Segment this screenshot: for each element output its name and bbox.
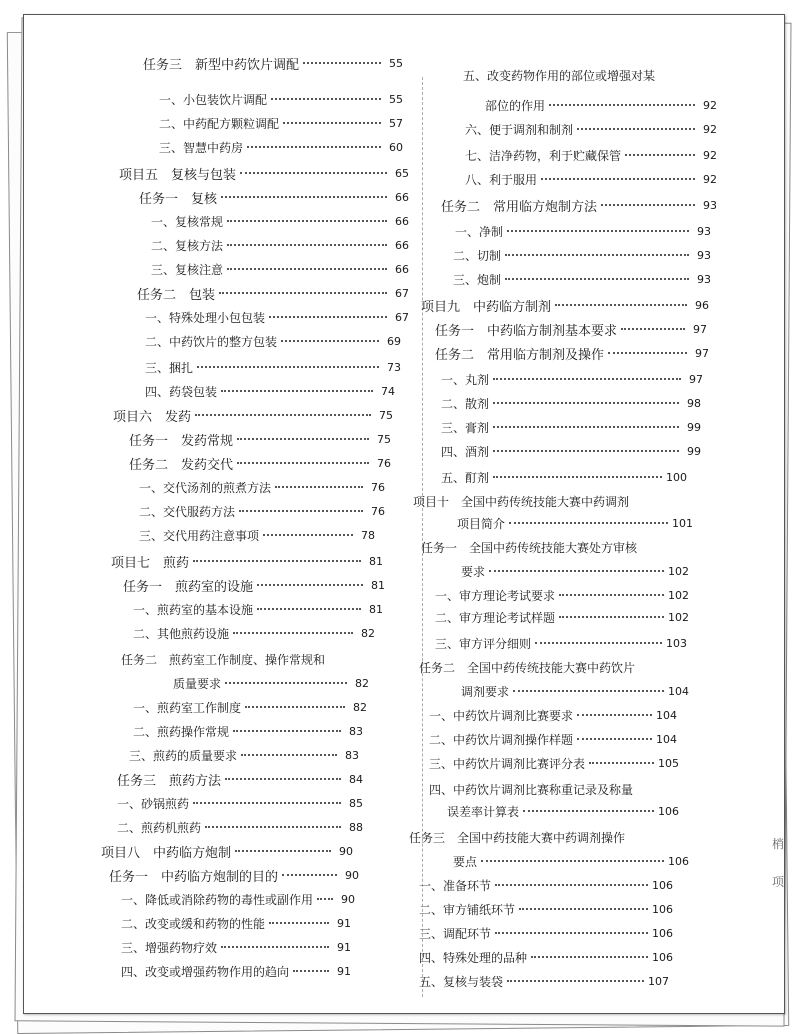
toc-entry-page: 66 bbox=[395, 190, 409, 204]
dot-leader bbox=[241, 754, 337, 756]
toc-entry bbox=[133, 599, 383, 619]
toc-entry-title: 二、审方理论考试样题 bbox=[435, 610, 556, 625]
toc-entry-title: 要求 bbox=[461, 564, 486, 579]
toc-entry-title: 五、改变药物作用的部位或增强对某 bbox=[463, 68, 656, 83]
toc-entry-title: 五、复核与装袋 bbox=[419, 974, 504, 989]
dot-leader bbox=[221, 196, 387, 198]
toc-entry-title: 任务一 复核 bbox=[139, 191, 218, 207]
dot-leader bbox=[549, 104, 695, 106]
dot-leader bbox=[505, 278, 689, 280]
toc-entry bbox=[429, 705, 677, 725]
dot-leader bbox=[197, 366, 379, 368]
toc-entry-page: 84 bbox=[349, 772, 363, 786]
toc-entry bbox=[465, 119, 717, 139]
toc-entry-title: 三、调配环节 bbox=[419, 926, 492, 941]
toc-entry bbox=[435, 585, 689, 605]
dot-leader bbox=[608, 352, 687, 354]
toc-entry-page: 101 bbox=[672, 516, 693, 530]
toc-entry-title: 三、增强药物疗效 bbox=[121, 940, 218, 955]
dot-leader bbox=[237, 438, 369, 440]
toc-entry-page: 105 bbox=[658, 756, 679, 770]
toc-entry-page: 76 bbox=[371, 480, 385, 494]
dot-leader bbox=[240, 172, 387, 174]
toc-entry-page: 106 bbox=[652, 926, 673, 940]
dot-leader bbox=[233, 632, 353, 634]
toc-entry bbox=[421, 537, 637, 557]
toc-entry bbox=[453, 269, 711, 289]
dot-leader bbox=[271, 98, 381, 100]
toc-entry-title: 二、复核方法 bbox=[151, 238, 224, 253]
toc-entry-title: 二、煎药机煎药 bbox=[117, 820, 202, 835]
toc-entry-page: 99 bbox=[687, 444, 701, 458]
toc-entry-page: 76 bbox=[377, 456, 391, 470]
dot-leader bbox=[625, 154, 695, 156]
toc-entry-page: 90 bbox=[339, 844, 353, 858]
toc-entry bbox=[139, 525, 375, 545]
dot-leader bbox=[193, 802, 341, 804]
toc-entry-title: 一、煎药室的基本设施 bbox=[133, 602, 254, 617]
toc-entry-page: 76 bbox=[371, 504, 385, 518]
toc-entry bbox=[129, 453, 391, 473]
toc-entry-page: 102 bbox=[668, 564, 689, 578]
dot-leader bbox=[509, 522, 668, 524]
toc-entry-page: 104 bbox=[656, 732, 677, 746]
toc-entry-page: 90 bbox=[341, 892, 355, 906]
dot-leader bbox=[519, 908, 648, 910]
toc-entry bbox=[139, 477, 385, 497]
toc-entry bbox=[441, 195, 717, 215]
toc-entry-page: 103 bbox=[666, 636, 687, 650]
toc-entry-title: 四、改变或增强药物作用的趋向 bbox=[121, 964, 290, 979]
toc-entry-title: 质量要求 bbox=[173, 676, 222, 691]
toc-entry-title: 七、洁净药物，利于贮藏保管 bbox=[465, 148, 622, 163]
toc-entry-title: 一、降低或消除药物的毒性或副作用 bbox=[121, 892, 314, 907]
toc-entry-title: 三、中药饮片调剂比赛评分表 bbox=[429, 756, 586, 771]
dot-leader bbox=[559, 616, 664, 618]
dot-leader bbox=[257, 584, 363, 586]
dot-leader bbox=[577, 738, 652, 740]
toc-entry-title: 任务一 中药临方制剂基本要求 bbox=[435, 323, 618, 339]
toc-entry-title: 二、审方铺纸环节 bbox=[419, 902, 516, 917]
toc-entry bbox=[441, 393, 701, 413]
toc-entry bbox=[455, 221, 711, 241]
toc-entry bbox=[419, 971, 669, 991]
toc-entry-page: 96 bbox=[695, 298, 709, 312]
toc-entry-page: 75 bbox=[377, 432, 391, 446]
toc-entry-title: 二、煎药操作常规 bbox=[133, 724, 230, 739]
toc-entry-title: 一、中药饮片调剂比赛要求 bbox=[429, 708, 574, 723]
dot-leader bbox=[263, 534, 353, 536]
toc-entry-page: 74 bbox=[381, 384, 395, 398]
toc-entry-title: 一、交代汤剂的煎煮方法 bbox=[139, 480, 272, 495]
toc-entry-page: 82 bbox=[353, 700, 367, 714]
toc-entry bbox=[419, 657, 635, 677]
toc-entry bbox=[457, 513, 693, 533]
toc-entry bbox=[113, 405, 393, 425]
toc-entry bbox=[461, 681, 689, 701]
toc-entry-title: 二、改变或缓和药物的性能 bbox=[121, 916, 266, 931]
toc-entry-page: 91 bbox=[337, 916, 351, 930]
toc-entry-page: 106 bbox=[652, 950, 673, 964]
toc-entry bbox=[441, 441, 701, 461]
toc-entry-page: 83 bbox=[345, 748, 359, 762]
toc-entry bbox=[419, 947, 673, 967]
toc-entry bbox=[435, 343, 709, 363]
toc-entry bbox=[159, 89, 403, 109]
toc-entry-page: 93 bbox=[697, 248, 711, 262]
toc-entry bbox=[145, 357, 401, 377]
toc-entry-page: 107 bbox=[648, 974, 669, 988]
dot-leader bbox=[523, 810, 654, 812]
dot-leader bbox=[281, 340, 379, 342]
toc-entry-title: 任务一 煎药室的设施 bbox=[123, 579, 254, 595]
dot-leader bbox=[555, 304, 687, 306]
toc-entry-title: 一、审方理论考试要求 bbox=[435, 588, 556, 603]
toc-entry bbox=[139, 501, 385, 521]
toc-entry-page: 57 bbox=[389, 116, 403, 130]
edge-mark: 梢 bbox=[772, 837, 785, 851]
dot-leader bbox=[535, 642, 662, 644]
toc-entry-page: 92 bbox=[703, 148, 717, 162]
toc-entry-title: 任务三 新型中药饮片调配 bbox=[143, 57, 300, 73]
toc-entry-page: 106 bbox=[652, 902, 673, 916]
toc-entry-title: 项目十 全国中药传统技能大赛中药调剂 bbox=[413, 494, 630, 509]
toc-entry-title: 任务一 全国中药传统技能大赛处方审核 bbox=[421, 540, 638, 555]
dot-leader bbox=[317, 898, 333, 900]
toc-entry bbox=[159, 137, 403, 157]
toc-entry-title: 三、煎药的质量要求 bbox=[129, 748, 238, 763]
toc-entry bbox=[173, 673, 369, 693]
toc-entry bbox=[121, 937, 351, 957]
dot-leader bbox=[507, 980, 644, 982]
dot-leader bbox=[541, 178, 695, 180]
toc-entry-page: 93 bbox=[703, 198, 717, 212]
toc-entry-page: 93 bbox=[697, 272, 711, 286]
toc-entry-title: 任务一 发药常规 bbox=[129, 433, 234, 449]
toc-entry-title: 项目七 煎药 bbox=[111, 555, 190, 571]
toc-entry-title: 项目九 中药临方制剂 bbox=[421, 299, 552, 315]
toc-entry bbox=[435, 607, 689, 627]
toc-entry-title: 八、利于服用 bbox=[465, 172, 538, 187]
dot-leader bbox=[577, 128, 695, 130]
toc-entry-page: 104 bbox=[656, 708, 677, 722]
toc-entry-title: 三、智慧中药房 bbox=[159, 140, 244, 155]
dot-leader bbox=[495, 884, 648, 886]
toc-entry-title: 四、特殊处理的品种 bbox=[419, 950, 528, 965]
dot-leader bbox=[247, 146, 381, 148]
dot-leader bbox=[219, 292, 387, 294]
dot-leader bbox=[303, 62, 381, 64]
dot-leader bbox=[481, 860, 664, 862]
toc-entry bbox=[419, 899, 673, 919]
toc-entry-page: 73 bbox=[387, 360, 401, 374]
toc-entry bbox=[435, 633, 687, 653]
toc-entry bbox=[453, 245, 711, 265]
toc-entry-page: 91 bbox=[337, 940, 351, 954]
dot-leader bbox=[221, 946, 329, 948]
toc-entry bbox=[145, 381, 395, 401]
dot-leader bbox=[269, 316, 387, 318]
dot-leader bbox=[505, 254, 689, 256]
toc-entry bbox=[465, 169, 717, 189]
toc-entry-page: 82 bbox=[361, 626, 375, 640]
dot-leader bbox=[195, 414, 371, 416]
toc-entry bbox=[101, 841, 353, 861]
toc-entry bbox=[109, 865, 359, 885]
toc-entry-title: 项目六 发药 bbox=[113, 409, 192, 425]
dot-leader bbox=[493, 476, 662, 478]
toc-entry bbox=[485, 95, 717, 115]
toc-entry bbox=[129, 429, 391, 449]
toc-entry bbox=[413, 491, 629, 511]
toc-entry-page: 83 bbox=[349, 724, 363, 738]
toc-entry-title: 四、药袋包装 bbox=[145, 384, 218, 399]
dot-leader bbox=[227, 268, 387, 270]
toc-entry-page: 55 bbox=[389, 56, 403, 70]
toc-entry bbox=[441, 369, 703, 389]
dot-leader bbox=[233, 730, 341, 732]
dot-leader bbox=[225, 778, 341, 780]
toc-page bbox=[23, 14, 785, 1014]
dot-leader bbox=[495, 932, 648, 934]
toc-entry-page: 81 bbox=[369, 554, 383, 568]
toc-entry-page: 81 bbox=[369, 602, 383, 616]
toc-entry-title: 二、中药饮片调剂操作样题 bbox=[429, 732, 574, 747]
toc-entry bbox=[117, 817, 363, 837]
toc-entry-page: 66 bbox=[395, 262, 409, 276]
toc-entry bbox=[441, 467, 687, 487]
toc-entry bbox=[419, 923, 673, 943]
dot-leader bbox=[193, 560, 361, 562]
toc-entry-page: 81 bbox=[371, 578, 385, 592]
toc-entry-title: 项目简介 bbox=[457, 516, 506, 531]
toc-entry bbox=[429, 729, 677, 749]
toc-entry-page: 99 bbox=[687, 420, 701, 434]
toc-entry bbox=[129, 745, 359, 765]
toc-entry bbox=[151, 259, 409, 279]
toc-entry-title: 任务三 煎药方法 bbox=[117, 773, 222, 789]
toc-entry-page: 88 bbox=[349, 820, 363, 834]
toc-entry-title: 任务二 发药交代 bbox=[129, 457, 234, 473]
dot-leader bbox=[513, 690, 664, 692]
toc-entry-title: 二、交代服药方法 bbox=[139, 504, 236, 519]
toc-entry-page: 91 bbox=[337, 964, 351, 978]
toc-entry bbox=[461, 561, 689, 581]
toc-entry bbox=[143, 53, 403, 73]
toc-entry-title: 项目五 复核与包装 bbox=[119, 167, 237, 183]
toc-entry-title: 二、散剂 bbox=[441, 396, 490, 411]
toc-entry-title: 四、酒剂 bbox=[441, 444, 490, 459]
toc-entry bbox=[137, 283, 409, 303]
toc-entry bbox=[117, 769, 363, 789]
toc-entry-page: 82 bbox=[355, 676, 369, 690]
toc-entry-page: 65 bbox=[395, 166, 409, 180]
toc-entry-title: 一、煎药室工作制度 bbox=[133, 700, 242, 715]
toc-entry-page: 78 bbox=[361, 528, 375, 542]
dot-leader bbox=[493, 426, 679, 428]
dot-leader bbox=[507, 230, 689, 232]
toc-entry-title: 一、净制 bbox=[455, 224, 504, 239]
toc-entry-title: 三、交代用药注意事项 bbox=[139, 528, 260, 543]
toc-entry-page: 100 bbox=[666, 470, 687, 484]
toc-entry-page: 97 bbox=[695, 346, 709, 360]
toc-entry-page: 85 bbox=[349, 796, 363, 810]
toc-entry bbox=[121, 913, 351, 933]
toc-entry-title: 一、特殊处理小包包装 bbox=[145, 310, 266, 325]
dot-leader bbox=[275, 486, 363, 488]
dot-leader bbox=[257, 608, 361, 610]
toc-entry bbox=[429, 753, 679, 773]
dot-leader bbox=[589, 762, 654, 764]
toc-entry bbox=[121, 649, 325, 669]
toc-entry-title: 部位的作用 bbox=[485, 98, 546, 113]
toc-entry-page: 92 bbox=[703, 172, 717, 186]
dot-leader bbox=[577, 714, 652, 716]
toc-entry-title: 项目八 中药临方炮制 bbox=[101, 845, 232, 861]
toc-entry bbox=[139, 187, 409, 207]
toc-entry bbox=[121, 889, 355, 909]
toc-entry-page: 92 bbox=[703, 122, 717, 136]
toc-entry-title: 三、膏剂 bbox=[441, 420, 490, 435]
dot-leader bbox=[235, 850, 331, 852]
dot-leader bbox=[293, 970, 329, 972]
toc-entry-title: 任务二 常用临方炮制方法 bbox=[441, 199, 598, 215]
toc-entry-title: 一、小包装饮片调配 bbox=[159, 92, 268, 107]
toc-entry-page: 69 bbox=[387, 334, 401, 348]
toc-entry-page: 67 bbox=[395, 286, 409, 300]
dot-leader bbox=[601, 204, 695, 206]
toc-entry-page: 102 bbox=[668, 610, 689, 624]
dot-leader bbox=[245, 706, 345, 708]
toc-entry bbox=[133, 623, 375, 643]
dot-leader bbox=[493, 402, 679, 404]
toc-entry-title: 任务二 煎药室工作制度、操作常规和 bbox=[121, 652, 326, 667]
toc-entry bbox=[447, 801, 679, 821]
dot-leader bbox=[239, 510, 363, 512]
toc-entry-page: 75 bbox=[379, 408, 393, 422]
toc-entry-page: 104 bbox=[668, 684, 689, 698]
toc-entry bbox=[151, 235, 409, 255]
toc-entry bbox=[145, 307, 409, 327]
toc-entry-page: 60 bbox=[389, 140, 403, 154]
toc-entry-title: 五、酊剂 bbox=[441, 470, 490, 485]
dot-leader bbox=[227, 244, 387, 246]
toc-entry-title: 任务三 全国中药技能大赛中药调剂操作 bbox=[409, 830, 626, 845]
toc-entry bbox=[419, 875, 673, 895]
dot-leader bbox=[621, 328, 685, 330]
toc-entry bbox=[133, 697, 367, 717]
toc-entry-title: 一、复核常规 bbox=[151, 214, 224, 229]
toc-entry-title: 任务二 全国中药传统技能大赛中药饮片 bbox=[419, 660, 636, 675]
toc-entry bbox=[409, 827, 625, 847]
toc-entry-title: 二、中药饮片的整方包装 bbox=[145, 334, 278, 349]
toc-entry-page: 102 bbox=[668, 588, 689, 602]
toc-entry-title: 误差率计算表 bbox=[447, 804, 520, 819]
dot-leader bbox=[493, 378, 681, 380]
toc-entry-title: 要点 bbox=[453, 854, 478, 869]
toc-entry-title: 一、砂锅煎药 bbox=[117, 796, 190, 811]
toc-entry-title: 任务二 常用临方制剂及操作 bbox=[435, 347, 605, 363]
toc-entry-title: 调剂要求 bbox=[461, 684, 510, 699]
dot-leader bbox=[225, 682, 347, 684]
toc-entry bbox=[111, 551, 383, 571]
toc-entry-page: 98 bbox=[687, 396, 701, 410]
toc-entry-page: 106 bbox=[652, 878, 673, 892]
toc-entry-page: 93 bbox=[697, 224, 711, 238]
toc-entry-page: 55 bbox=[389, 92, 403, 106]
toc-entry bbox=[119, 163, 409, 183]
dot-leader bbox=[489, 570, 664, 572]
toc-entry bbox=[463, 65, 655, 85]
toc-entry bbox=[151, 211, 409, 231]
toc-entry bbox=[441, 417, 701, 437]
toc-entry-page: 90 bbox=[345, 868, 359, 882]
dot-leader bbox=[493, 450, 679, 452]
dot-leader bbox=[269, 922, 329, 924]
toc-entry-page: 67 bbox=[395, 310, 409, 324]
toc-entry bbox=[421, 295, 709, 315]
toc-entry-title: 三、炮制 bbox=[453, 272, 502, 287]
dot-leader bbox=[237, 462, 369, 464]
toc-entry-title: 三、复核注意 bbox=[151, 262, 224, 277]
toc-entry bbox=[453, 851, 689, 871]
toc-entry bbox=[435, 319, 707, 339]
toc-entry-title: 三、捆扎 bbox=[145, 360, 194, 375]
toc-entry-title: 四、中药饮片调剂比赛称重记录及称量 bbox=[429, 782, 634, 797]
edge-mark: 项 bbox=[772, 875, 785, 889]
toc-entry-title: 任务一 中药临方炮制的目的 bbox=[109, 869, 279, 885]
toc-entry bbox=[133, 721, 363, 741]
dot-leader bbox=[221, 390, 373, 392]
toc-entry-title: 二、其他煎药设施 bbox=[133, 626, 230, 641]
toc-entry-page: 66 bbox=[395, 214, 409, 228]
toc-entry-title: 六、便于调剂和制剂 bbox=[465, 122, 574, 137]
toc-entry bbox=[123, 575, 385, 595]
dot-leader bbox=[227, 220, 387, 222]
toc-entry bbox=[145, 331, 401, 351]
toc-entry bbox=[117, 793, 363, 813]
dot-leader bbox=[559, 594, 664, 596]
toc-entry-title: 二、中药配方颗粒调配 bbox=[159, 116, 280, 131]
dot-leader bbox=[531, 956, 648, 958]
toc-entry-page: 92 bbox=[703, 98, 717, 112]
toc-entry-page: 106 bbox=[658, 804, 679, 818]
toc-entry bbox=[121, 961, 351, 981]
toc-entry-page: 66 bbox=[395, 238, 409, 252]
toc-entry bbox=[159, 113, 403, 133]
toc-entry-title: 二、切制 bbox=[453, 248, 502, 263]
toc-entry bbox=[465, 145, 717, 165]
toc-entry-title: 一、丸剂 bbox=[441, 372, 490, 387]
toc-entry-page: 97 bbox=[689, 372, 703, 386]
toc-entry-page: 97 bbox=[693, 322, 707, 336]
dot-leader bbox=[283, 122, 381, 124]
toc-entry-page: 106 bbox=[668, 854, 689, 868]
toc-entry bbox=[429, 779, 633, 799]
toc-entry-title: 三、审方评分细则 bbox=[435, 636, 532, 651]
dot-leader bbox=[282, 874, 337, 876]
dot-leader bbox=[205, 826, 341, 828]
toc-entry-title: 一、准备环节 bbox=[419, 878, 492, 893]
toc-entry-title: 任务二 包装 bbox=[137, 287, 216, 303]
